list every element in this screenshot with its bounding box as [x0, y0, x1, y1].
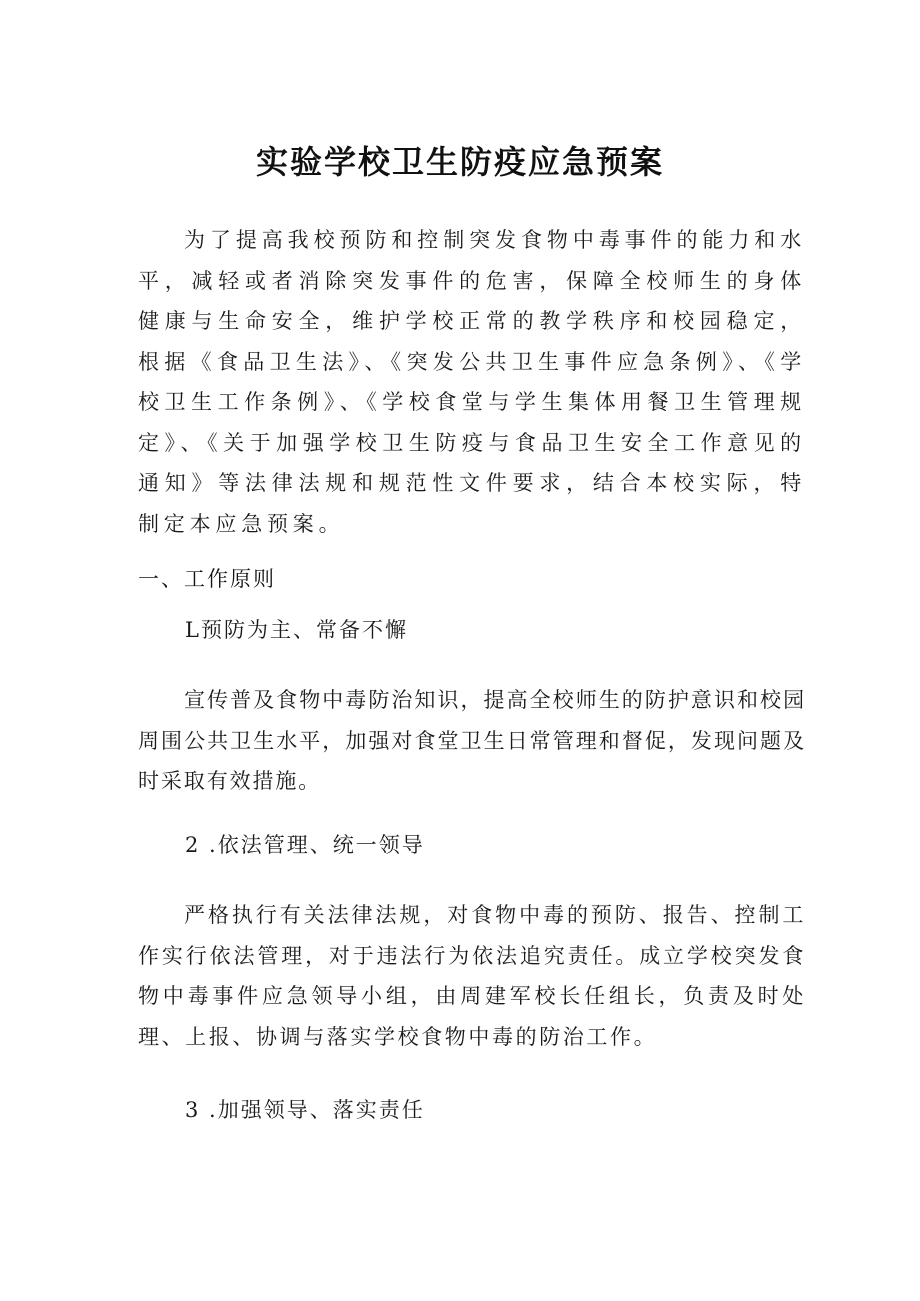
- item-heading-prevention: L预防为主、常备不懈: [185, 618, 408, 642]
- item-heading-leadership: 3 .加强领导、落实责任: [185, 1098, 425, 1122]
- document-title: 实验学校卫生防疫应急预案: [255, 143, 664, 181]
- item-heading-law: 2 .依法管理、统一领导: [185, 833, 425, 857]
- item-body-law: 严格执行有关法律法规，对食物中毒的预防、报告、控制工作实行依法管理，对于违法行为依法追究责任。成立学校突发食物中毒事件应急领导小组，由周建军校长任组长，负责及时处理、上报、协调与落实学校食物中毒的防治工作。: [138, 903, 806, 1049]
- section-heading-principles: 一、工作原则: [138, 567, 276, 591]
- item-body-prevention: 宣传普及食物中毒防治知识，提高全校师生的防护意识和校园周围公共卫生水平，加强对食堂卫生日常管理和督促，发现问题及时采取有效措施。: [138, 688, 806, 793]
- intro-paragraph: 为了提高我校预防和控制突发食物中毒事件的能力和水平，减轻或者消除突发事件的危害，保障全校师生的身体健康与生命安全，维护学校正常的教学秩序和校园稳定，根据《食品卫生法》、《突发公共卫生事件应急条例》、《学校卫生工作条例》、《学校食堂与学生集体用餐卫生管理规定》、《关于加强学校卫生防疫与食品卫生安全工作意见的通知》等法律法规和规范性文件要求，结合本校实际，特制定本应急预案。: [138, 228, 806, 536]
